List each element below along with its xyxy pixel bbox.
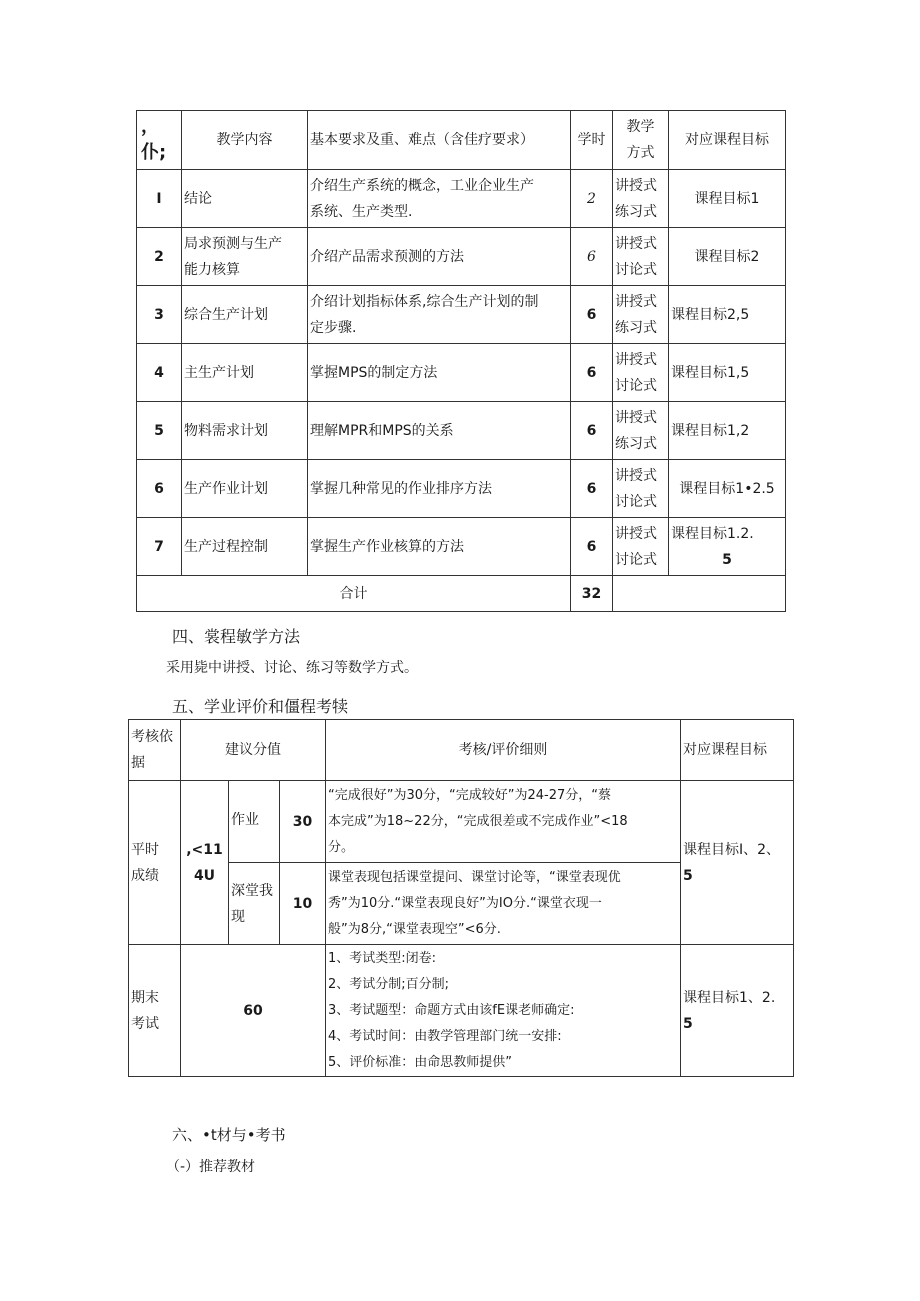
class-score: 10	[280, 863, 326, 945]
row-method: 讲授式 练习式	[613, 170, 669, 228]
row-content: 生产过程控制	[182, 518, 308, 576]
row-objective: 课程目标1.2. 5	[669, 518, 786, 576]
final-score: 60	[181, 945, 326, 1077]
row-objective: 课程目标1,2	[669, 402, 786, 460]
total-hours: 32	[571, 576, 613, 612]
section6-subheading: （-）推荐教材	[166, 1159, 256, 1175]
row-content: 物料需求计划	[182, 402, 308, 460]
header-no: ， 仆;	[137, 111, 182, 170]
row-method: 讲授式 讨论式	[613, 228, 669, 286]
final-item: 4、考试时间：由教学管理部门统一安排:	[328, 1028, 562, 1044]
regular-share: ,<11 4U	[181, 781, 229, 945]
homework-score: 30	[280, 781, 326, 863]
table-row	[137, 228, 786, 286]
row-method: 讲授式 讨论式	[613, 344, 669, 402]
row-method: 讲授式 练习式	[613, 402, 669, 460]
table-row	[137, 402, 786, 460]
homework-label: 作业	[229, 781, 280, 863]
row-requirements: 介绍计划指标体系,综合生产计划的制 定步骤.	[308, 286, 571, 344]
row-content: 综合生产计划	[182, 286, 308, 344]
row-no: 5	[137, 402, 182, 460]
schedule-header-row	[137, 111, 786, 170]
regular-objective: 课程目标I、2、 5	[681, 781, 794, 945]
assessment-header-row	[129, 720, 794, 781]
row-objective: 课程目标1,5	[669, 344, 786, 402]
row-no: 3	[137, 286, 182, 344]
row-no: 7	[137, 518, 182, 576]
final-detail	[326, 945, 681, 1077]
header-hours: 学时	[571, 111, 613, 170]
row-objective: 课程目标1	[669, 170, 786, 228]
row-method: 讲授式 讨论式	[613, 518, 669, 576]
class-detail: 课堂表现包括课堂提问、课堂讨论等，“课堂表现优 秀”为10分.“课堂表现良好”为IO分.“课堂衣现一 般”为8分,“课堂表现空”<6分.	[326, 863, 681, 945]
regular-homework-row	[129, 781, 794, 863]
header-requirements: 基本要求及重、难点（含佳疗要求）	[308, 111, 571, 170]
table-row	[137, 344, 786, 402]
final-item: 3、考试题型：命题方式由该fE课老师确定:	[328, 1002, 575, 1018]
row-hours: 6	[571, 518, 613, 576]
header-basis: 考核依 据	[129, 720, 181, 781]
final-item: 5、评价标准：由命思教师提供”	[328, 1054, 513, 1070]
row-requirements: 掌握MPS的制定方法	[308, 344, 571, 402]
header-detail: 考核/评价细则	[326, 720, 681, 781]
row-no: 4	[137, 344, 182, 402]
section4-heading: 四、裳程敏学方法	[172, 627, 301, 646]
table-row	[137, 286, 786, 344]
final-objective: 课程目标1、2. 5	[681, 945, 794, 1077]
class-label: 深堂我 现	[229, 863, 280, 945]
row-content: 主生产计划	[182, 344, 308, 402]
row-no: 2	[137, 228, 182, 286]
section5-heading: 五、学业评价和僵程考犊	[172, 697, 349, 716]
row-hours: 6	[571, 460, 613, 518]
schedule-table	[136, 110, 786, 612]
final-row	[129, 945, 794, 1077]
table-row	[137, 460, 786, 518]
row-no: I	[137, 170, 182, 228]
row-hours: 2	[571, 170, 613, 228]
header-score: 建议分值	[181, 720, 326, 781]
row-objective: 课程目标2,5	[669, 286, 786, 344]
total-label: 合计	[137, 576, 571, 612]
row-no: 6	[137, 460, 182, 518]
row-hours: 6	[571, 228, 613, 286]
header-content: 教学内容	[182, 111, 308, 170]
row-requirements: 介绍产品需求预测的方法	[308, 228, 571, 286]
row-requirements: 理解MPR和MPS的关系	[308, 402, 571, 460]
row-content: 生产作业计划	[182, 460, 308, 518]
table-row	[137, 170, 786, 228]
header-objective: 对应课程目标	[669, 111, 786, 170]
section4-body: 采用毙中讲授、讨论、练习等数学方式。	[166, 660, 418, 676]
row-objective: 课程目标2	[669, 228, 786, 286]
row-content: 局求预测与生产 能力核算	[182, 228, 308, 286]
final-item: 1、考试类型:闭卷:	[328, 950, 437, 966]
row-objective: 课程目标1•2.5	[669, 460, 786, 518]
assessment-table	[128, 719, 794, 1077]
header-method: 教学 方式	[613, 111, 669, 170]
row-method: 讲授式 讨论式	[613, 460, 669, 518]
row-requirements: 掌握生产作业核算的方法	[308, 518, 571, 576]
row-hours: 6	[571, 402, 613, 460]
row-hours: 6	[571, 286, 613, 344]
total-empty	[613, 576, 786, 612]
regular-label: 平时 成绩	[129, 781, 181, 945]
row-requirements: 介绍生产系统的概念，工业企业生产 系统、生产类型.	[308, 170, 571, 228]
final-label: 期末 考试	[129, 945, 181, 1077]
section6-heading: 六、•t材与•考书	[172, 1126, 286, 1144]
homework-detail: “完成很好”为30分，“完成较好”为24-27分，“蔡 本完成”为18~22分，“完成很差或不完成作业”<18 分。	[326, 781, 681, 863]
row-content: 结论	[182, 170, 308, 228]
final-item: 2、考试分制;百分制;	[328, 976, 450, 992]
row-hours: 6	[571, 344, 613, 402]
row-method: 讲授式 练习式	[613, 286, 669, 344]
total-row	[137, 576, 786, 612]
table-row	[137, 518, 786, 576]
row-requirements: 掌握几种常见的作业排序方法	[308, 460, 571, 518]
header-objective: 对应课程目标	[681, 720, 794, 781]
